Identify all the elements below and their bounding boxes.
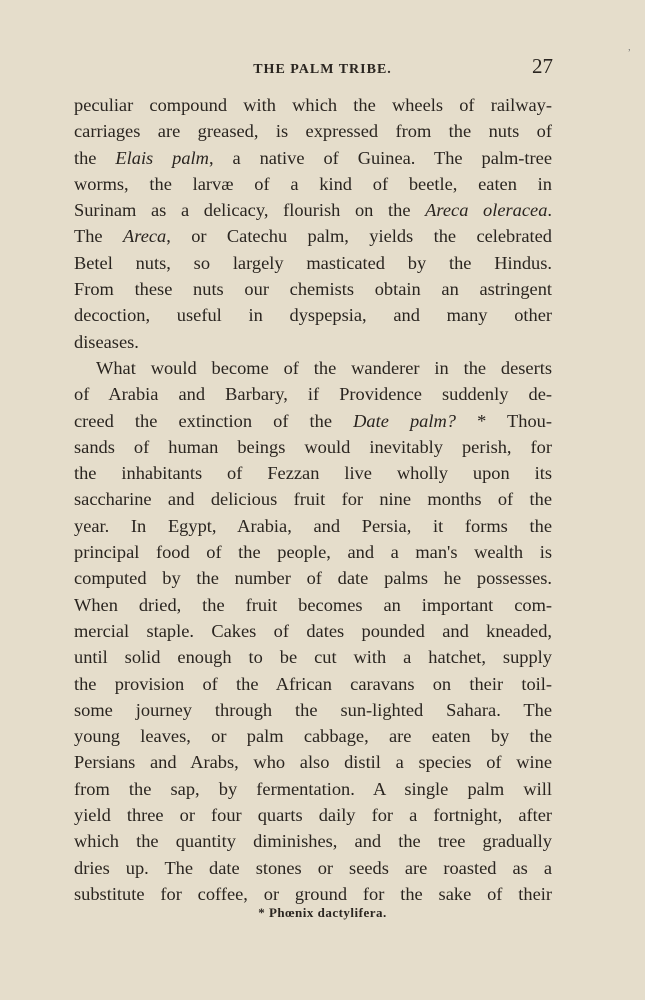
text-line: young leaves, or palm cabbage, are eaten by the bbox=[74, 726, 552, 747]
text-line: The Areca, or Catechu palm, yields the celebrated bbox=[74, 226, 552, 247]
text-line: which the quantity diminishes, and the tree gradually bbox=[74, 831, 552, 852]
corner-mark: ’ bbox=[627, 48, 631, 59]
text-line: some journey through the sun-lighted Sahara. The bbox=[74, 699, 552, 720]
text-line: When dried, the fruit becomes an important com- bbox=[74, 594, 552, 615]
text-line: yield three or four quarts daily for a fortnight, after bbox=[74, 805, 552, 826]
text-line: worms, the larvæ of a kind of beetle, eaten in bbox=[74, 173, 552, 194]
footnote: * Phœnix dactylifera. bbox=[258, 905, 387, 920]
text-line: substitute for coffee, or ground for the sake of their bbox=[74, 883, 552, 904]
text-line: the provision of the African caravans on their toil- bbox=[74, 673, 552, 694]
text-line: Betel nuts, so largely masticated by the Hindus. bbox=[74, 252, 552, 273]
text-line: dries up. The date stones or seeds are roasted as a bbox=[74, 857, 552, 878]
text-line: computed by the number of date palms he possesses. bbox=[74, 568, 552, 589]
text-line: Persians and Arabs, who also distil a species of wine bbox=[74, 752, 552, 773]
text-line: decoction, useful in dyspepsia, and many other bbox=[74, 305, 552, 326]
text-line: the inhabitants of Fezzan live wholly upon its bbox=[74, 463, 552, 484]
text-line: saccharine and delicious fruit for nine months of the bbox=[74, 489, 552, 510]
text-line: the Elais palm, a native of Guinea. The palm-tree bbox=[74, 147, 552, 168]
text-line: Surinam as a delicacy, flourish on the Areca oleracea. bbox=[74, 200, 552, 221]
text-line: of Arabia and Barbary, if Providence suddenly de- bbox=[74, 384, 552, 405]
text-line: peculiar compound with which the wheels of railway- bbox=[74, 95, 552, 115]
text-line: From these nuts our chemists obtain an astringent bbox=[74, 279, 552, 300]
text-line: until solid enough to be cut with a hatchet, supply bbox=[74, 647, 552, 668]
text-line: principal food of the people, and a man's wealth is bbox=[74, 542, 552, 563]
text-line: What would become of the wanderer in the deserts bbox=[96, 357, 552, 378]
text-line: mercial staple. Cakes of dates pounded and kneaded, bbox=[74, 620, 552, 641]
body-text bbox=[74, 92, 552, 907]
text-line: diseases. bbox=[74, 331, 139, 352]
page-number: 27 bbox=[532, 54, 553, 78]
text-line: year. In Egypt, Arabia, and Persia, it forms the bbox=[74, 515, 552, 536]
running-title: THE PALM TRIBE. bbox=[253, 62, 392, 77]
text-line: from the sap, by fermentation. A single palm will bbox=[74, 778, 552, 799]
text-line: carriages are greased, is expressed from the nuts of bbox=[74, 121, 552, 142]
running-head bbox=[0, 54, 645, 88]
text-line: sands of human beings would inevitably perish, for bbox=[74, 436, 552, 457]
text-line: creed the extinction of the Date palm? * Thou- bbox=[74, 410, 552, 431]
